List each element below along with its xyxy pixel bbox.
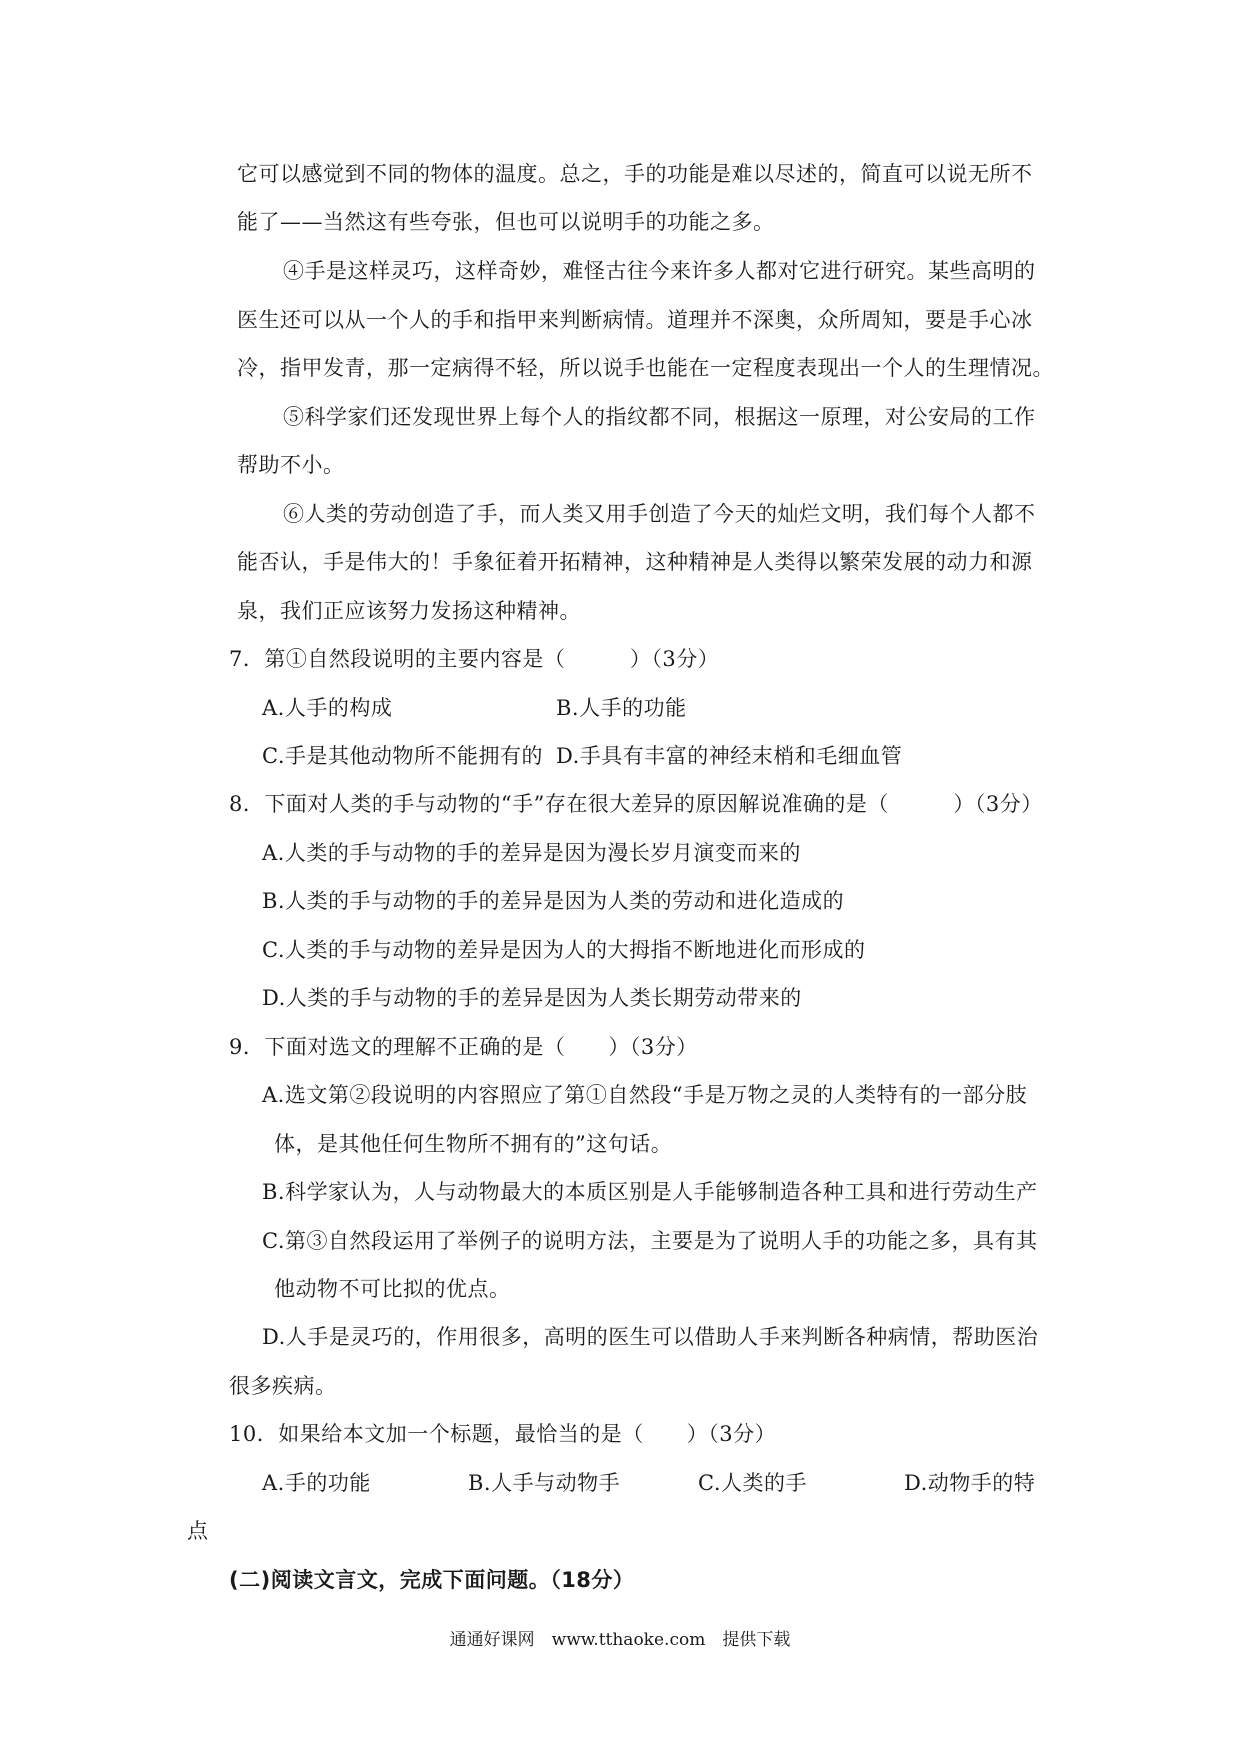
passage-line: 医生还可以从一个人的手和指甲来判断病情。道理并不深奥，众所周知，要是手心冰 [237, 308, 1033, 332]
question-10-option-d-wrap: 点 [187, 1519, 209, 1543]
question-9-option-d: D.人手是灵巧的，作用很多，高明的医生可以借助人手来判断各种病情，帮助医治 [262, 1325, 1039, 1349]
passage-line: 帮助不小。 [237, 453, 345, 477]
question-7-stem: 7．第①自然段说明的主要内容是（ ）（3分） [229, 647, 720, 671]
passage-line: 能了——当然这有些夸张，但也可以说明手的功能之多。 [237, 210, 775, 234]
passage-line: 泉，我们正应该努力发扬这种精神。 [237, 599, 581, 623]
question-10-option-c: C.人类的手 [698, 1471, 807, 1495]
question-8-option-b: B.人类的手与动物的手的差异是因为人类的劳动和进化造成的 [262, 889, 845, 913]
question-9-option-a-cont: 体，是其他任何生物所不拥有的”这句话。 [274, 1132, 673, 1156]
question-9-option-d-cont: 很多疾病。 [229, 1374, 337, 1398]
question-7-option-a: A.人手的构成 [262, 696, 393, 720]
question-10-option-d: D.动物手的特 [904, 1471, 1036, 1495]
question-8-option-c: C.人类的手与动物的差异是因为人的大拇指不断地进化而形成的 [262, 938, 866, 962]
page-footer: 通通好课网 www.tthaoke.com 提供下载 [449, 1630, 791, 1650]
question-8-option-d: D.人类的手与动物的手的差异是因为人类长期劳动带来的 [262, 986, 802, 1010]
question-10-stem: 10．如果给本文加一个标题，最恰当的是（ ）（3分） [229, 1422, 777, 1446]
passage-line: 它可以感觉到不同的物体的温度。总之，手的功能是难以尽述的，简直可以说无所不 [237, 162, 1033, 186]
question-10-option-a: A.手的功能 [262, 1471, 371, 1495]
question-8-stem: 8．下面对人类的手与动物的“手”存在很大差异的原因解说准确的是（ ）（3分） [229, 792, 1043, 816]
passage-line: 冷，指甲发青，那一定病得不轻，所以说手也能在一定程度表现出一个人的生理情况。 [237, 356, 1054, 380]
question-9-option-c-cont: 他动物不可比拟的优点。 [274, 1277, 511, 1301]
question-7-option-c: C.手是其他动物所不能拥有的 [262, 744, 543, 768]
question-7-option-b: B.人手的功能 [556, 696, 687, 720]
passage-line: ④手是这样灵巧，这样奇妙，难怪古往今来许多人都对它进行研究。某些高明的 [283, 259, 1036, 283]
question-10-option-b: B.人手与动物手 [468, 1471, 621, 1495]
question-9-stem: 9．下面对选文的理解不正确的是（ ）（3分） [229, 1035, 698, 1059]
passage-line: ⑤科学家们还发现世界上每个人的指纹都不同，根据这一原理，对公安局的工作 [283, 405, 1036, 429]
question-8-option-a: A.人类的手与动物的手的差异是因为漫长岁月演变而来的 [262, 841, 801, 865]
question-9-option-c: C.第③自然段运用了举例子的说明方法，主要是为了说明人手的功能之多，具有其 [262, 1229, 1038, 1253]
question-9-option-a: A.选文第②段说明的内容照应了第①自然段“手是万物之灵的人类特有的一部分肢 [262, 1083, 1028, 1107]
passage-line: 能否认，手是伟大的！手象征着开拓精神，这种精神是人类得以繁荣发展的动力和源 [237, 550, 1033, 574]
question-9-option-b: B.科学家认为，人与动物最大的本质区别是人手能够制造各种工具和进行劳动生产 [262, 1180, 1038, 1204]
passage-line: ⑥人类的劳动创造了手，而人类又用手创造了今天的灿烂文明，我们每个人都不 [283, 502, 1036, 526]
section-2-heading: (二)阅读文言文，完成下面问题。（18分） [229, 1568, 635, 1592]
question-7-option-d: D.手具有丰富的神经末梢和毛细血管 [556, 744, 903, 768]
